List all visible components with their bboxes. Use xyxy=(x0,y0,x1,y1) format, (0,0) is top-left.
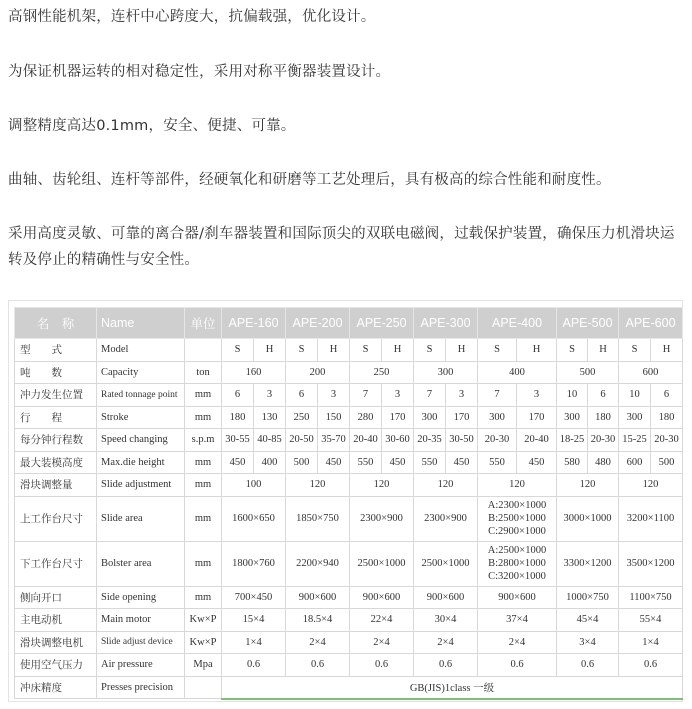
row-label-en: Slide adjust device xyxy=(97,631,185,654)
value-cell: 2300×900 xyxy=(350,496,414,541)
row-unit: mm xyxy=(185,384,222,407)
header-name-zh: 名 称 xyxy=(15,308,97,339)
value-cell: 45×4 xyxy=(557,609,619,632)
header-model: APE-200 xyxy=(286,308,350,339)
value-cell: 1×4 xyxy=(619,631,683,654)
value-cell: 1000×750 xyxy=(557,586,619,609)
row-label-zh: 最大装模高度 xyxy=(15,451,97,474)
header-model: APE-250 xyxy=(350,308,414,339)
value-cell: 20-30 xyxy=(651,429,683,452)
row-label-en: Speed changing xyxy=(97,429,185,452)
value-cell: 15-25 xyxy=(619,429,651,452)
spec-table-frame xyxy=(8,300,683,702)
value-cell: 35-70 xyxy=(318,429,350,452)
header-unit: 单位 xyxy=(185,308,222,339)
row-label-zh: 使用空气压力 xyxy=(15,654,97,677)
value-cell xyxy=(478,496,557,541)
value-cell: 550 xyxy=(414,451,446,474)
header-model: APE-300 xyxy=(414,308,478,339)
row-label-zh: 冲力发生位置 xyxy=(15,384,97,407)
value-cell: 1100×750 xyxy=(619,586,683,609)
row-unit: Kw×P xyxy=(185,631,222,654)
table-row xyxy=(15,631,683,654)
value-cell: 7 xyxy=(350,384,382,407)
table-row xyxy=(15,676,683,699)
value-cell: 0.6 xyxy=(557,654,619,677)
row-label-en: Model xyxy=(97,339,185,362)
value-cell: 20-40 xyxy=(517,429,557,452)
value-cell: 6 xyxy=(651,384,683,407)
value-cell: 170 xyxy=(517,406,557,429)
value-cell: 20-50 xyxy=(286,429,318,452)
value-cell: 0.6 xyxy=(222,654,286,677)
table-header-row xyxy=(15,308,683,339)
value-cell: H xyxy=(588,339,619,362)
value-cell: 500 xyxy=(651,451,683,474)
value-cell: S xyxy=(414,339,446,362)
value-cell: S xyxy=(557,339,588,362)
value-cell: S xyxy=(619,339,651,362)
value-cell: 450 xyxy=(222,451,254,474)
value-cell: 180 xyxy=(651,406,683,429)
row-unit xyxy=(185,676,222,699)
value-cell: 400 xyxy=(478,361,557,384)
value-cell: H xyxy=(446,339,478,362)
value-cell: 0.6 xyxy=(350,654,414,677)
row-label-zh: 冲床精度 xyxy=(15,676,97,699)
row-label-en: Bolster area xyxy=(97,541,185,586)
row-label-en: Air pressure xyxy=(97,654,185,677)
value-cell: 40-85 xyxy=(254,429,286,452)
value-cell: S xyxy=(286,339,318,362)
row-label-en: Presses precision xyxy=(97,676,185,699)
value-cell: 150 xyxy=(318,406,350,429)
value-cell: 120 xyxy=(557,474,619,497)
value-cell: 2×4 xyxy=(286,631,350,654)
value-cell: 0.6 xyxy=(619,654,683,677)
value-cell: 170 xyxy=(382,406,414,429)
value-cell: H xyxy=(517,339,557,362)
value-cell: 10 xyxy=(557,384,588,407)
value-cell: 7 xyxy=(414,384,446,407)
value-cell: 160 xyxy=(222,361,286,384)
row-label-zh: 滑块调整量 xyxy=(15,474,97,497)
value-cell: 3 xyxy=(446,384,478,407)
value-cell: 3500×1200 xyxy=(619,541,683,586)
value-cell: 3 xyxy=(382,384,414,407)
value-cell: 900×600 xyxy=(350,586,414,609)
value-cell: 2200×940 xyxy=(286,541,350,586)
value-cell: 2×4 xyxy=(350,631,414,654)
header-model: APE-600 xyxy=(619,308,683,339)
value-cell: 30×4 xyxy=(414,609,478,632)
value-cell: 3200×1100 xyxy=(619,496,683,541)
table-row xyxy=(15,586,683,609)
value-cell: 3300×1200 xyxy=(557,541,619,586)
value-cell: 500 xyxy=(557,361,619,384)
table-row xyxy=(15,496,683,541)
value-cell: 450 xyxy=(382,451,414,474)
value-cell: S xyxy=(222,339,254,362)
value-cell: 450 xyxy=(446,451,478,474)
value-cell: 180 xyxy=(222,406,254,429)
row-unit: mm xyxy=(185,586,222,609)
value-cell: 3 xyxy=(318,384,350,407)
value-cell: 2×4 xyxy=(478,631,557,654)
value-cell: 30-50 xyxy=(446,429,478,452)
row-unit: mm xyxy=(185,496,222,541)
value-cell: 580 xyxy=(557,451,588,474)
value-cell: 7 xyxy=(478,384,517,407)
value-cell: H xyxy=(254,339,286,362)
value-cell: 450 xyxy=(318,451,350,474)
value-cell: 0.6 xyxy=(414,654,478,677)
value-cell: 6 xyxy=(222,384,254,407)
value-cell: 280 xyxy=(350,406,382,429)
value-cell: 3 xyxy=(254,384,286,407)
value-cell: 20-30 xyxy=(588,429,619,452)
value-cell: 550 xyxy=(350,451,382,474)
value-cell: 900×600 xyxy=(414,586,478,609)
value-cell xyxy=(478,541,557,586)
value-cell: 300 xyxy=(478,406,517,429)
value-line: B:2800×1000 xyxy=(488,558,546,569)
value-cell: 1850×750 xyxy=(286,496,350,541)
table-row xyxy=(15,406,683,429)
value-cell: 1800×760 xyxy=(222,541,286,586)
feature-paragraph-5: 采用高度灵敏、可靠的离合器/刹车器装置和国际顶尖的双联电磁阀，过载保护装置，确保压力机滑块运转及停止的精确性与安全性。 xyxy=(8,226,675,268)
value-cell: 30-60 xyxy=(382,429,414,452)
value-cell: 200 xyxy=(286,361,350,384)
value-cell: 1×4 xyxy=(222,631,286,654)
value-cell: 37×4 xyxy=(478,609,557,632)
value-cell: 130 xyxy=(254,406,286,429)
value-cell: 2300×900 xyxy=(414,496,478,541)
value-cell: 900×600 xyxy=(286,586,350,609)
table-row xyxy=(15,451,683,474)
value-cell: H xyxy=(318,339,350,362)
value-cell: 450 xyxy=(517,451,557,474)
header-model: APE-500 xyxy=(557,308,619,339)
header-model: APE-400 xyxy=(478,308,557,339)
row-label-zh: 每分钟行程数 xyxy=(15,429,97,452)
value-cell: 300 xyxy=(557,406,588,429)
row-unit: mm xyxy=(185,474,222,497)
value-cell: 600 xyxy=(619,361,683,384)
value-line: B:2500×1000 xyxy=(488,513,546,524)
row-label-zh: 滑块调整电机 xyxy=(15,631,97,654)
table-row xyxy=(15,541,683,586)
table-row xyxy=(15,654,683,677)
value-cell: 3×4 xyxy=(557,631,619,654)
row-label-en: Stroke xyxy=(97,406,185,429)
value-cell: 0.6 xyxy=(478,654,557,677)
value-cell: 120 xyxy=(286,474,350,497)
value-cell: 22×4 xyxy=(350,609,414,632)
row-unit: s.p.m xyxy=(185,429,222,452)
value-cell: 30-55 xyxy=(222,429,254,452)
feature-paragraph-3: 调整精度高达0.1mm，安全、便捷、可靠。 xyxy=(8,118,296,134)
row-label-en: Main motor xyxy=(97,609,185,632)
value-cell: 600 xyxy=(619,451,651,474)
value-cell: 180 xyxy=(588,406,619,429)
value-line: C:3200×1000 xyxy=(488,571,546,582)
row-label-zh: 上工作台尺寸 xyxy=(15,496,97,541)
row-label-en: Max.die height xyxy=(97,451,185,474)
value-cell: 18.5×4 xyxy=(286,609,350,632)
row-unit: Mpa xyxy=(185,654,222,677)
table-row xyxy=(15,609,683,632)
value-cell: 100 xyxy=(222,474,286,497)
value-cell: H xyxy=(382,339,414,362)
value-cell: 120 xyxy=(619,474,683,497)
row-label-zh: 下工作台尺寸 xyxy=(15,541,97,586)
value-cell: 700×450 xyxy=(222,586,286,609)
header-name-en: Name xyxy=(97,308,185,339)
value-cell: 20-30 xyxy=(478,429,517,452)
value-cell: 20-40 xyxy=(350,429,382,452)
value-cell: 6 xyxy=(588,384,619,407)
value-cell: 1600×650 xyxy=(222,496,286,541)
row-unit: mm xyxy=(185,451,222,474)
spec-table xyxy=(14,307,683,700)
value-cell: S xyxy=(350,339,382,362)
value-cell: 55×4 xyxy=(619,609,683,632)
table-row xyxy=(15,361,683,384)
value-cell: 300 xyxy=(619,406,651,429)
value-cell: H xyxy=(651,339,683,362)
table-row xyxy=(15,429,683,452)
value-line: A:2500×1000 xyxy=(487,545,547,556)
row-unit: mm xyxy=(185,541,222,586)
value-cell: 250 xyxy=(286,406,318,429)
value-cell: S xyxy=(478,339,517,362)
value-cell: 20-35 xyxy=(414,429,446,452)
value-cell: 3 xyxy=(517,384,557,407)
row-label-zh: 侧向开口 xyxy=(15,586,97,609)
row-label-zh: 吨 数 xyxy=(15,361,97,384)
value-cell: 300 xyxy=(414,361,478,384)
value-cell: 2500×1000 xyxy=(414,541,478,586)
value-cell: 0.6 xyxy=(286,654,350,677)
row-unit: Kw×P xyxy=(185,609,222,632)
row-label-en: Slide adjustment xyxy=(97,474,185,497)
row-label-en: Rated tonnage point xyxy=(97,384,185,407)
value-cell: 170 xyxy=(446,406,478,429)
value-line: A:2300×1000 xyxy=(487,500,547,511)
row-unit: mm xyxy=(185,406,222,429)
table-row xyxy=(15,339,683,362)
feature-paragraph-1: 高钢性能机架，连杆中心跨度大，抗偏载强，优化设计。 xyxy=(8,9,376,25)
feature-paragraph-4: 曲轴、齿轮组、连杆等部件，经硬氧化和研磨等工艺处理后，具有极高的综合性能和耐度性。 xyxy=(8,172,611,188)
row-label-zh: 主电动机 xyxy=(15,609,97,632)
row-unit xyxy=(185,339,222,362)
value-line: C:2900×1000 xyxy=(488,526,546,537)
row-label-en: Capacity xyxy=(97,361,185,384)
value-cell: 3000×1000 xyxy=(557,496,619,541)
row-label-zh: 型 式 xyxy=(15,339,97,362)
value-cell: 250 xyxy=(350,361,414,384)
value-cell: 2500×1000 xyxy=(350,541,414,586)
value-cell: GB(JIS)1class 一级 xyxy=(222,676,683,699)
header-model: APE-160 xyxy=(222,308,286,339)
value-cell: 400 xyxy=(254,451,286,474)
value-cell: 6 xyxy=(286,384,318,407)
row-label-en: Side opening xyxy=(97,586,185,609)
value-cell: 120 xyxy=(478,474,557,497)
value-cell: 500 xyxy=(286,451,318,474)
value-cell: 18-25 xyxy=(557,429,588,452)
row-label-zh: 行 程 xyxy=(15,406,97,429)
value-cell: 120 xyxy=(350,474,414,497)
table-body xyxy=(15,339,683,699)
feature-paragraph-2: 为保证机器运转的相对稳定性，采用对称平衡器装置设计。 xyxy=(8,64,391,80)
value-cell: 15×4 xyxy=(222,609,286,632)
table-row xyxy=(15,474,683,497)
value-cell: 10 xyxy=(619,384,651,407)
value-cell: 900×600 xyxy=(478,586,557,609)
value-cell: 550 xyxy=(478,451,517,474)
value-cell: 480 xyxy=(588,451,619,474)
value-cell: 2×4 xyxy=(414,631,478,654)
value-cell: 300 xyxy=(414,406,446,429)
row-label-en: Slide area xyxy=(97,496,185,541)
value-cell: 120 xyxy=(414,474,478,497)
row-unit: ton xyxy=(185,361,222,384)
table-row xyxy=(15,384,683,407)
